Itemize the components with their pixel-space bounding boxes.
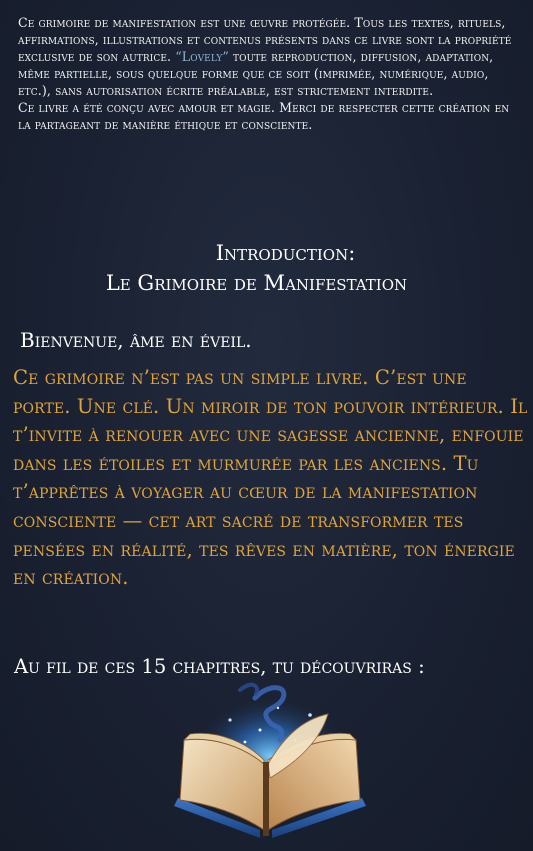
- copyright-text-before: Ce grimoire de manifestation est une œuvre protégée. Tous les textes, rituels, affirmations, illustrations et contenus présents dans ce livre sont la propriété exclusive de son autrice.: [18, 15, 512, 64]
- author-name: “Lovely”: [175, 49, 229, 64]
- introduction-heading: [0, 238, 533, 298]
- copyright-notice: [18, 14, 523, 133]
- intro-body-text: Ce grimoire n’est pas un simple livre. C’est une porte. Une clé. Un miroir de ton pouvoir intérieur. Il t’invite à renouer avec une sagesse ancienne, enfouie dans les étoiles et murmurée par les anciens. Tu t’apprêtes à voyager au cœur de la manifestation consciente — cet art sacré de transformer tes pensées en réalité, tes rêves en matière, ton énergie en création.: [13, 366, 528, 590]
- chapters-intro-text: Au fil de ces 15 chapitres, tu découvriras :: [14, 655, 425, 678]
- copyright-paragraph-2: Ce livre a été conçu avec amour et magie. Merci de respecter cette création en la partageant de manière éthique et consciente.: [18, 100, 510, 132]
- introduction-heading-line2: Le Grimoire de Manifestation: [105, 271, 408, 295]
- magic-open-book-icon: [160, 680, 380, 851]
- copyright-text-after: toute reproduction, diffusion, adaptation, même partielle, sous quelque forme que ce soit (imprimée, numérique, audio, etc.), sans autorisation écrite préalable, est strictement interdite.: [18, 49, 494, 98]
- copyright-paragraph-1: [18, 14, 523, 99]
- introduction-heading-line1: Introduction:: [215, 241, 356, 265]
- welcome-heading: Bienvenue, âme en éveil.: [20, 328, 252, 352]
